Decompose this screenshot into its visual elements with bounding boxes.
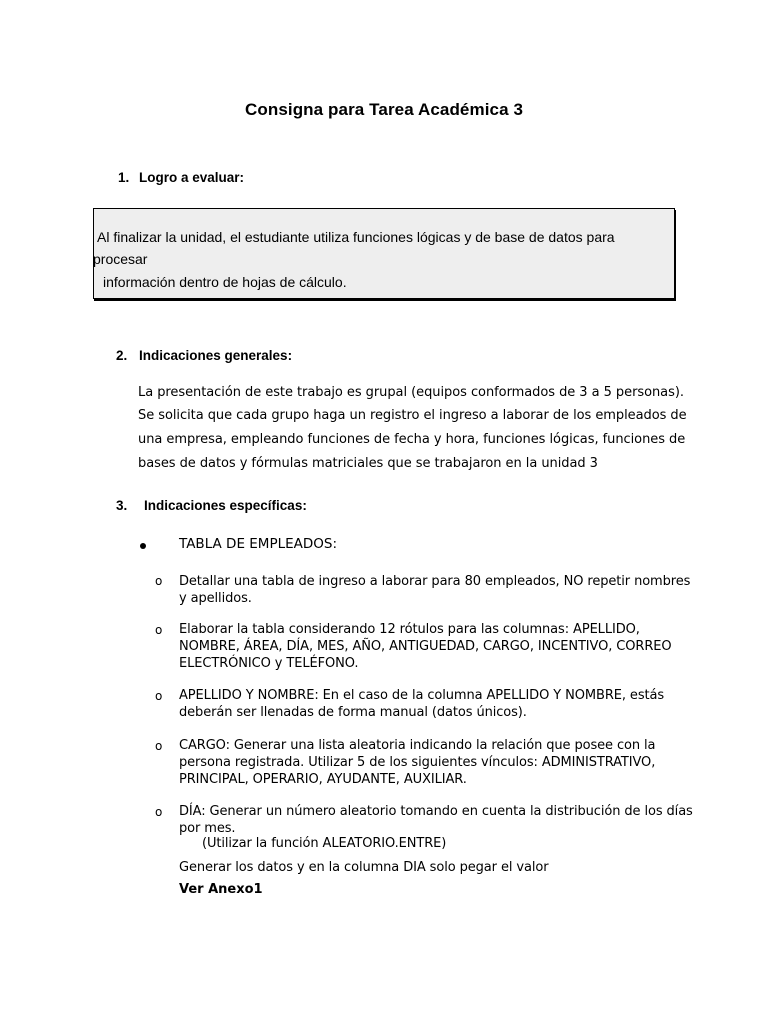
- section-3-title: Indicaciones específicas:: [144, 498, 307, 513]
- general-paragraph-line-1: La presentación de este trabajo es grupal (equipos conformados de 3 a 5 personas).: [138, 385, 684, 400]
- instruction-item-1: [179, 573, 689, 607]
- section-2-heading: [116, 348, 292, 363]
- sub-bullet-icon: o: [155, 574, 163, 588]
- document-title: Consigna para Tarea Académica 3: [244, 100, 524, 119]
- box-line-1: Al finalizar la unidad, el estudiante utiliza funciones lógicas y de base de datos para: [97, 229, 615, 245]
- section-3-number: 3.: [116, 498, 128, 513]
- bullet-dot-icon: [140, 543, 146, 549]
- annex-reference: Ver Anexo1: [179, 882, 263, 897]
- instruction-item-3-line-1: APELLIDO Y NOMBRE: En el caso de la columna APELLIDO Y NOMBRE, estás: [179, 688, 665, 703]
- section-1-number: 1.: [118, 170, 130, 185]
- box-line-3: información dentro de hojas de cálculo.: [103, 274, 347, 290]
- instruction-item-3-line-2: deberán ser llenadas de forma manual (datos únicos).: [179, 705, 527, 720]
- sub-bullet-icon: o: [155, 739, 163, 753]
- learning-outcome-box: [93, 208, 675, 299]
- instruction-item-5-line-2: por mes.: [179, 821, 236, 836]
- instruction-item-4-line-3: PRINCIPAL, OPERARIO, AYUDANTE, AUXILIAR.: [179, 772, 467, 787]
- general-paragraph-line-3: una empresa, empleando funciones de fecha y hora, funciones lógicas, funciones de: [138, 432, 686, 447]
- sub-bullet-icon: o: [155, 689, 163, 703]
- instruction-item-2-line-2: NOMBRE, ÁREA, DÍA, MES, AÑO, ANTIGUEDAD, CARGO, INCENTIVO, CORREO: [179, 639, 672, 654]
- instruction-item-5: [179, 803, 693, 837]
- instruction-item-2-line-3: ELECTRÓNICO y TELÉFONO.: [179, 656, 359, 671]
- section-1-heading: [118, 170, 244, 185]
- instruction-item-1-line-2: y apellidos.: [179, 591, 252, 606]
- instruction-item-4-line-2: persona registrada. Utilizar 5 de los siguientes vínculos: ADMINISTRATIVO,: [179, 755, 656, 770]
- instruction-item-2: [179, 621, 689, 672]
- instruction-item-3: [179, 687, 689, 721]
- instruction-item-1-line-1: Detallar una tabla de ingreso a laborar para 80 empleados, NO repetir nombres: [179, 574, 691, 589]
- instruction-item-5-line-1: DÍA: Generar un número aleatorio tomando en cuenta la distribución de los días: [179, 804, 693, 819]
- employee-table-bullet: TABLA DE EMPLEADOS:: [179, 536, 338, 552]
- general-paragraph-line-2: Se solicita que cada grupo haga un registro el ingreso a laborar de los empleados de: [138, 408, 687, 423]
- section-3-heading: [116, 498, 307, 513]
- sub-bullet-icon: o: [155, 623, 163, 637]
- instruction-item-4-line-1: CARGO: Generar una lista aleatoria indicando la relación que posee con la: [179, 738, 656, 753]
- section-2-number: 2.: [116, 348, 128, 363]
- sub-bullet-icon: o: [155, 805, 163, 819]
- instruction-item-2-line-1: Elaborar la tabla considerando 12 rótulos para las columnas: APELLIDO,: [179, 622, 640, 637]
- instruction-item-4: [179, 737, 689, 788]
- section-1-title: Logro a evaluar:: [139, 170, 245, 185]
- formula-note: (Utilizar la función ALEATORIO.ENTRE): [202, 836, 447, 851]
- general-paragraph-line-4: bases de datos y fórmulas matriciales que se trabajaron en la unidad 3: [138, 456, 598, 471]
- section-2-title: Indicaciones generales:: [139, 348, 293, 363]
- paste-values-note: Generar los datos y en la columna DIA solo pegar el valor: [179, 860, 549, 875]
- box-line-2: procesar: [93, 251, 148, 267]
